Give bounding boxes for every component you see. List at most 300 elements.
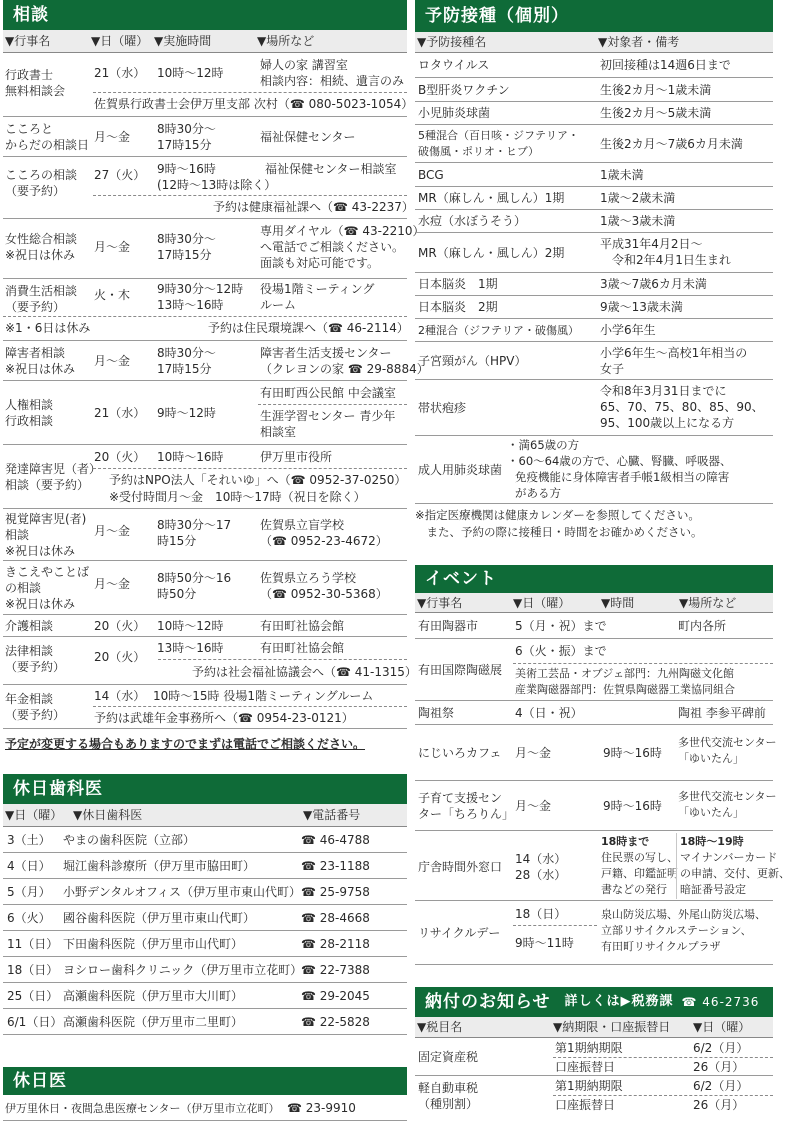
- event-place: 有田町社協会館: [260, 641, 345, 655]
- dental-rows-3-day: 6（火）: [7, 911, 51, 925]
- consultation-row: [3, 341, 429, 381]
- vaccination-rows-11-target-1: 女子: [600, 362, 625, 376]
- events-rows-3-place-1: 「ゆいたん」: [678, 752, 744, 765]
- events-rows-2-place: 陶祖 李参平碑前: [678, 706, 766, 720]
- dental-rows-7-phone: ☎ 22-5828: [301, 1014, 370, 1029]
- event-time: 9時～12時: [157, 406, 216, 420]
- consultation-rows-0-place-1: 相談内容：相続、遺言のみ: [260, 74, 405, 88]
- events-rows-2-name: 陶祖祭: [418, 706, 455, 720]
- events-rows-1-day: 6（火・振）まで: [515, 644, 607, 658]
- consultation-rows-3-place-2: 面談も対応可能です。: [260, 256, 380, 270]
- separator: [93, 92, 407, 93]
- vaccination-rows-5-target-0: 1歳～2歳未満: [600, 191, 676, 205]
- vaccine-row: [415, 296, 773, 319]
- vaccine-row: [415, 436, 773, 504]
- event-name: [5, 511, 86, 559]
- consultation-rows-9-place-1: （☎ 0952-30-5368）: [260, 587, 388, 601]
- vaccine-row: [415, 53, 773, 78]
- vaccination-rows-12-target-2: 95、100歳以上になる方: [600, 416, 735, 430]
- events-rows-6-day-1: 9時～11時: [515, 936, 574, 950]
- dental-rows-5-day: 18（日）: [7, 963, 59, 977]
- dental-row: [3, 957, 407, 983]
- separator: [513, 663, 773, 664]
- consultation-rows-8-time-0: 8時30分～17: [157, 518, 232, 532]
- events-rows-5-col1-1: 戸籍、印鑑証明: [601, 867, 678, 880]
- vaccine-target: [600, 236, 731, 268]
- event-contact: 予約は社会福祉協議会へ（☎ 41-1315）: [192, 665, 417, 679]
- vaccine-row: [415, 210, 773, 233]
- section-title-payment: [415, 987, 773, 1017]
- vaccine-target: [507, 437, 732, 501]
- dental-header: [3, 804, 407, 827]
- consultation-row: [3, 117, 407, 157]
- events-headers-2: ▼時間: [601, 596, 635, 610]
- vaccination-headers-1: ▼対象者・備考: [598, 35, 680, 49]
- left-column: [3, 0, 429, 1121]
- vaccination-rows-13-name-0: 成人用肺炎球菌: [418, 463, 503, 477]
- events-rows-6-place-0: 泉山防災広場、外尾山防災広場、: [601, 908, 766, 921]
- holiday-doctor-phone: ☎ 23-9910: [287, 1100, 356, 1115]
- vaccination-rows-2-name-0: 小児肺炎球菌: [418, 106, 491, 120]
- events-rows-6-name: リサイクルデー: [418, 926, 501, 940]
- events-headers-1: ▼日（曜）: [513, 596, 571, 610]
- event-place: [260, 345, 429, 377]
- event-name: [5, 564, 89, 612]
- event-place: 有田町西公民館 中会議室: [260, 386, 396, 400]
- payment-rows-0-items-0-label: 第1期納期限: [555, 1041, 623, 1055]
- vaccination-rows-6-target-0: 1歳～3歳未満: [600, 214, 676, 228]
- events-rows-1-place-1: 産業陶磁器部門：佐賀県陶磁器工業協同組合: [515, 683, 735, 696]
- vaccination-rows-2-target-0: 生後2カ月～5歳未満: [600, 106, 712, 120]
- events-headers-0: ▼行事名: [417, 596, 463, 610]
- events-rows-5-day-1: 28（水）: [515, 868, 567, 882]
- consultation-rows-4-time-0: 9時30分～12時: [157, 282, 244, 296]
- separator: [676, 833, 677, 899]
- vaccination-rows-6-name-0: 水痘（水ぼうそう）: [418, 214, 527, 228]
- vaccination-rows-13-target-1: ・60～64歳の方で、心臓、腎臓、呼吸器、: [507, 454, 732, 468]
- events-rows-0-name: 有田陶器市: [418, 619, 479, 633]
- vaccine-row: [415, 125, 773, 163]
- event-name: [5, 643, 65, 675]
- dental-rows-7-clinic: 高瀬歯科医院（伊万里市二里町）: [63, 1015, 244, 1029]
- vaccination-rows-9-name-0: 日本脳炎 2期: [418, 300, 498, 314]
- consultation-rows-8-time-1: 時15分: [157, 534, 197, 548]
- vaccination-note-1: また、予約の際に接種日・時間をお確かめください。: [415, 525, 703, 539]
- consultation-rows-5-place-1: （クレヨンの家 ☎ 29-8884）: [260, 362, 429, 376]
- dental-rows-2-day: 5（月）: [7, 885, 51, 899]
- consultation-rows-1-name-1: からだの相談日: [5, 138, 90, 152]
- event-time: [157, 570, 231, 602]
- event-day: 月～金: [94, 130, 131, 144]
- event-time: [157, 345, 216, 377]
- consultation-rows-8-name-2: ※祝日は休み: [5, 544, 76, 558]
- consultation-rows-0-name-0: 行政書士: [5, 68, 54, 82]
- dental-rows-1-phone: ☎ 23-1188: [301, 858, 370, 873]
- vaccine-row: [415, 342, 773, 380]
- events-rows-0-day: 5（月・祝）まで: [515, 619, 607, 633]
- payment-detail-dept: 税務課: [631, 994, 674, 1009]
- event-row: [415, 725, 777, 781]
- dental-row: [3, 879, 407, 905]
- events-rows-5-col1-2: 書などの発行: [601, 883, 667, 896]
- consultation-rows-3-place-0: 専用ダイヤル（☎ 43-2210）: [260, 224, 425, 238]
- consultation-row: [3, 509, 407, 561]
- vaccination-rows-1-name-0: B型肝炎ワクチン: [418, 83, 510, 97]
- event-day: 月～金: [94, 524, 131, 538]
- vaccine-target: [600, 345, 747, 377]
- dental-rows-0-phone: ☎ 46-4788: [301, 832, 370, 847]
- dental-row: [3, 983, 407, 1009]
- event-place: 福祉保健センター相談室: [265, 162, 397, 176]
- payment-name: [418, 1080, 478, 1112]
- consultation-row: [3, 615, 407, 637]
- consultation-rows-7-name-1: 相談（要予約）: [5, 478, 90, 492]
- dental-rows-0-day: 3（土）: [7, 833, 51, 847]
- separator: [513, 925, 597, 926]
- consultation-rows-5-time-0: 8時30分～: [157, 346, 216, 360]
- events-headers-3: ▼場所など: [679, 596, 737, 610]
- events-rows-3-time: 9時～16時: [603, 746, 662, 760]
- events-rows-5-col2-1: の申請、交付、更新、: [680, 867, 790, 880]
- event-place: [260, 57, 404, 89]
- consultation-rows-5-name-0: 障害者相談: [5, 346, 66, 360]
- vaccine-row: [415, 102, 773, 125]
- dental-row: [3, 931, 407, 957]
- events-rows-5-day-0: 14（水）: [515, 852, 567, 866]
- event-time: [157, 517, 231, 549]
- dental-rows-6-clinic: 高瀬歯科医院（伊万里市大川町）: [63, 989, 244, 1003]
- vaccination-rows-5-name-0: MR（麻しん・風しん）1期: [418, 191, 565, 205]
- event-day: 月～金: [94, 577, 131, 591]
- vaccination-rows-1-target-0: 生後2カ月～1歳未満: [600, 83, 712, 97]
- event-day: 27（火）: [94, 168, 146, 182]
- dental-rows-0-clinic: やまの歯科医院（立部）: [63, 833, 196, 847]
- event-time: 10時～12時: [157, 619, 224, 633]
- section-title-consultation: 相談: [3, 0, 407, 30]
- events-rows-1-place-0: 美術工芸品・オブジェ部門：九州陶磁文化館: [515, 667, 735, 680]
- payment-headers-2: ▼日（曜）: [693, 1020, 751, 1034]
- event-name: [5, 397, 53, 429]
- vaccination-rows-9-target-0: 9歳～13歳未満: [600, 300, 683, 314]
- dental-rows-4-clinic: 下田歯科医院（伊万里市山代町）: [63, 937, 244, 951]
- consultation-rows-4-name-0: 消費生活相談: [5, 284, 78, 298]
- vaccination-rows-8-name-0: 日本脳炎 1期: [418, 277, 498, 291]
- event-time: [157, 231, 216, 263]
- payment-title: 納付のお知らせ: [425, 992, 551, 1012]
- event-place: 有田町社協会館: [260, 619, 345, 633]
- dental-rows-6-day: 25（日）: [7, 989, 59, 1003]
- events-rows-3-day: 月～金: [515, 746, 552, 760]
- events-rows-3-name: にじいろカフェ: [418, 746, 502, 760]
- event-name: [5, 345, 75, 377]
- payment-headers-0: ▼税目名: [417, 1020, 463, 1034]
- payment-rows-1-items-1-label: 口座振替日: [555, 1098, 616, 1112]
- event-day: 月～金: [94, 354, 131, 368]
- events-rows-5-col2_head: 18時～19時: [680, 835, 744, 848]
- event-name: [5, 283, 77, 315]
- events-rows-0-place: 町内各所: [678, 619, 727, 633]
- events-rows-6-day-0: 18（日）: [515, 907, 567, 921]
- separator: [3, 316, 407, 317]
- consultation-row: [3, 685, 407, 729]
- event-time: 10時～15時 役場1階ミーティングルーム: [153, 689, 374, 703]
- events-rows-4-place-0: 多世代交流センター: [678, 790, 777, 803]
- event-note: ※受付時間月～金 10時～17時（祝日を除く）: [109, 490, 366, 504]
- event-day: [515, 851, 566, 883]
- consultation-header: [3, 30, 407, 53]
- event-time: [157, 121, 216, 153]
- consultation-rows-9-name-1: の相談: [5, 581, 42, 595]
- event-name: [418, 790, 514, 822]
- dental-row: [3, 827, 407, 853]
- event-day: 21（水）: [94, 406, 146, 420]
- event-row: [415, 901, 773, 965]
- events-rows-5-name: 庁舎時間外窓口: [418, 860, 503, 874]
- event-contact: 予約はNPO法人「それいゆ」へ（☎ 0952-37-0250）: [109, 473, 407, 487]
- consultation-rows-11-name-0: 法律相談: [5, 644, 54, 658]
- consultation-headers-1: ▼日（曜）: [91, 34, 149, 48]
- event-row: [415, 639, 773, 701]
- arrow-right-icon: ▶: [620, 994, 632, 1009]
- consultation-rows-8-name-1: 相談: [5, 528, 30, 542]
- payment-rows-1-items-0-date: 6/2（月）: [693, 1079, 749, 1093]
- consultation-rows-0-name-1: 無料相談会: [5, 84, 66, 98]
- separator: [158, 659, 407, 660]
- event-time: 10時～12時: [157, 66, 224, 80]
- event-place: [601, 907, 766, 955]
- event-place-2: [260, 408, 395, 440]
- consultation-rows-9-place-0: 佐賀県立ろう学校: [260, 571, 357, 585]
- vaccination-rows-13-target-3: がある方: [515, 486, 561, 500]
- events-header: [415, 593, 773, 613]
- vaccine-row: [415, 233, 773, 273]
- event-day: 14（水）: [94, 689, 146, 703]
- vaccination-rows-12-target-0: 令和8年3月31日までに: [600, 384, 727, 398]
- event-place: [678, 735, 777, 767]
- events-rows-2-day: 4（日・祝）: [515, 706, 583, 720]
- vaccination-rows-12-target-1: 65、70、75、80、85、90、: [600, 400, 764, 414]
- consultation-rows-0-place-0: 婦人の家 講習室: [260, 58, 348, 72]
- event-contact: 予約は住民環境課へ（☎ 46-2114）: [208, 321, 409, 335]
- events-rows-6-place-1: 立部リサイクルステーション、: [601, 924, 752, 937]
- payment-detail-label: 詳しくは: [564, 994, 621, 1009]
- vaccination-rows-3-name-0: 5種混合（百日咳・ジフテリア・: [418, 129, 579, 142]
- events-rows-4-time: 9時～16時: [603, 799, 662, 813]
- separator: [93, 706, 407, 707]
- consultation-rows-2-time-1: (12時～13時は除く）: [157, 178, 277, 192]
- consultation-rows-3-time-0: 8時30分～: [157, 232, 216, 246]
- event-day: 20（火）: [94, 619, 146, 633]
- consultation-rows-1-time-0: 8時30分～: [157, 122, 216, 136]
- separator: [553, 1095, 773, 1096]
- vaccination-rows-7-name-0: MR（麻しん・風しん）2期: [418, 246, 565, 260]
- dental-row: [3, 905, 407, 931]
- dental-row: [3, 853, 407, 879]
- event-place: [678, 789, 777, 821]
- event-place: 伊万里市役所: [260, 450, 333, 464]
- event-detail: [680, 834, 790, 898]
- consultation-rows-9-name-0: きこえやことば: [5, 565, 90, 579]
- consultation-rows-1-time-1: 17時15分: [157, 138, 212, 152]
- events-rows-4-name-0: 子育て支援セン: [418, 791, 503, 805]
- vaccine-row: [415, 187, 773, 210]
- payment-headers-1: ▼納期限・口座振替日: [553, 1020, 671, 1034]
- consultation-rows-8-place-0: 佐賀県立盲学校: [260, 518, 345, 532]
- event-time: 13時～16時: [157, 641, 224, 655]
- consultation-rows-12-name-1: （要予約）: [5, 708, 66, 722]
- vaccination-rows-3-target-0: 生後2カ月～7歳6カ月未満: [600, 137, 743, 151]
- payment-rows-0-items-1-label: 口座振替日: [555, 1060, 616, 1074]
- events-rows-1-name: 有田国際陶磁展: [418, 663, 503, 677]
- vaccination-rows-4-target-0: 1歳未満: [600, 168, 644, 182]
- vaccination-rows-4-name-0: BCG: [418, 168, 444, 182]
- event-name: [5, 231, 77, 263]
- vaccination-rows-13-target-2: 免疫機能に身体障害者手帳1級相当の障害: [515, 470, 730, 484]
- event-name: [5, 167, 77, 199]
- consultation-row: [3, 561, 407, 615]
- dental-rows-5-clinic: ヨシロー歯科クリニック（伊万里市立花町）: [63, 963, 303, 977]
- event-name: [5, 67, 65, 99]
- payment-rows-0-name: 固定資産税: [418, 1050, 479, 1064]
- dental-rows-3-clinic: 國谷歯科医院（伊万里市東山代町）: [63, 911, 256, 925]
- events-rows-4-place-1: 「ゆいたん」: [678, 806, 744, 819]
- consultation-rows-4-time-1: 13時～16時: [157, 298, 224, 312]
- consultation-rows-6-place-1: 生涯学習センター 青少年: [260, 409, 396, 423]
- consultation-row: [3, 381, 407, 445]
- vaccine-target: [600, 383, 764, 431]
- dental-rows-5-phone: ☎ 22-7388: [301, 962, 370, 977]
- event-contact: 佐賀県行政書士会伊万里支部 次村（☎ 080-5023-1054）: [94, 97, 414, 111]
- event-day: 20（火）: [94, 650, 146, 664]
- separator: [93, 468, 407, 469]
- vaccine-row: [415, 78, 773, 102]
- consultation-row: [3, 445, 407, 509]
- consultation-rows-6-name-1: 行政相談: [5, 414, 54, 428]
- section-title-events: イベント: [415, 565, 773, 593]
- event-day: 21（水）: [94, 66, 146, 80]
- consultation-rows-4-name-1: （要予約）: [5, 300, 66, 314]
- holiday-doctor-row: [3, 1095, 407, 1121]
- dental-rows-7-day: 6/1（日）: [7, 1015, 63, 1029]
- vaccine-row: [415, 273, 773, 296]
- event-contact: 予約は武雄年金事務所へ（☎ 0954-23-0121）: [94, 711, 354, 725]
- consultation-rows-5-place-0: 障害者生活支援センター: [260, 346, 392, 360]
- event-name: [5, 461, 101, 493]
- right-column: [415, 0, 790, 1116]
- payment-row: [415, 1076, 773, 1116]
- vaccination-rows-12-name-0: 帯状疱疹: [418, 401, 467, 415]
- consultation-rows-8-name-0: 視覚障害児(者): [5, 512, 87, 526]
- dental-rows-1-day: 4（日）: [7, 859, 51, 873]
- events-rows-6-place-2: 有田町リサイクルプラザ: [601, 940, 721, 953]
- event-time: [157, 161, 276, 193]
- event-place: 福祉保健センター: [260, 130, 356, 144]
- vaccine-row: [415, 319, 773, 342]
- dental-headers-0: ▼日（曜）: [5, 808, 63, 822]
- consultation-rows-2-name-0: こころの相談: [5, 168, 78, 182]
- section-title-vaccination: 予防接種（個別）: [415, 0, 773, 32]
- event-row: [415, 781, 777, 831]
- event-contact: 予約は健康福祉課へ（☎ 43-2237）: [213, 200, 414, 214]
- consultation-rows-7-name-0: 発達障害児（者）: [5, 462, 102, 476]
- consultation-headers-0: ▼行事名: [5, 34, 51, 48]
- event-detail: [601, 834, 678, 898]
- consultation-rows-3-time-1: 17時15分: [157, 248, 212, 262]
- payment-rows-1-items-0-label: 第1期納期限: [555, 1079, 623, 1093]
- separator: [93, 195, 407, 196]
- event-row: [415, 831, 790, 901]
- consultation-rows-9-name-2: ※祝日は休み: [5, 597, 76, 611]
- vaccination-rows-7-target-1: 令和2年4月1日生まれ: [600, 253, 731, 267]
- vaccination-header: [415, 32, 773, 53]
- consultation-rows-2-name-1: （要予約）: [5, 184, 66, 198]
- events-rows-4-day: 月～金: [515, 799, 552, 813]
- vaccination-headers-0: ▼予防接種名: [417, 35, 487, 49]
- consultation-rows-1-name-0: こころと: [5, 122, 54, 136]
- consultation-rows-5-time-1: 17時15分: [157, 362, 212, 376]
- separator: [258, 404, 407, 405]
- event-time: [157, 281, 243, 313]
- holiday-doctor-name: 伊万里休日・夜間急患医療センター（伊万里市立花町）: [5, 1101, 280, 1115]
- event-place: [260, 517, 388, 549]
- event-day: 月～金: [94, 240, 131, 254]
- dental-headers-1: ▼休日歯科医: [73, 808, 143, 822]
- dental-rows-2-clinic: 小野デンタルオフィス（伊万里市東山代町）: [63, 885, 301, 899]
- consultation-rows-8-place-1: （☎ 0952-23-4672）: [260, 534, 388, 548]
- consultation-rows-12-name-0: 年金相談: [5, 692, 54, 706]
- vaccine-name: [418, 128, 579, 160]
- payment-rows-1-name-1: （種別割）: [418, 1097, 479, 1111]
- vaccination-rows-10-name-0: 2種混合（ジフテリア・破傷風）: [418, 324, 579, 337]
- vaccine-row: [415, 380, 773, 436]
- consultation-rows-4-place-1: ルーム: [260, 298, 297, 312]
- events-rows-5-col2-2: 暗証番号設定: [680, 883, 746, 896]
- payment-header: [415, 1017, 773, 1038]
- consultation-rows-4-place-0: 役場1階ミーティング: [260, 282, 375, 296]
- events-rows-5-col2-0: マイナンバーカード: [680, 851, 778, 864]
- dental-row: [3, 1009, 407, 1035]
- event-place: [260, 570, 388, 602]
- vaccination-rows-13-target-0: ・満65歳の方: [507, 438, 580, 452]
- event-row: [415, 701, 773, 725]
- event-place: [515, 666, 735, 698]
- events-rows-5-col1_head: 18時まで: [601, 835, 650, 848]
- consultation-row: [3, 279, 407, 341]
- consultation-row: [3, 219, 425, 279]
- dental-rows-2-phone: ☎ 25-9758: [301, 884, 370, 899]
- consultation-headers-3: ▼場所など: [257, 34, 315, 48]
- event-note: ※1・6日は休み: [5, 321, 91, 335]
- consultation-row: [3, 637, 417, 685]
- vaccination-rows-11-name-0: 子宮頸がん（HPV）: [418, 354, 527, 368]
- event-name: [5, 121, 89, 153]
- vaccine-row: [415, 163, 773, 187]
- event-row: [415, 613, 773, 639]
- consultation-rows-3-place-1: へ電話でご相談ください。: [260, 240, 405, 254]
- consultation-rows-3-name-0: 女性総合相談: [5, 232, 78, 246]
- vaccination-rows-7-target-0: 平成31年4月2日～: [600, 237, 703, 251]
- dental-rows-1-clinic: 堀江歯科診療所（伊万里市脇田町）: [63, 859, 256, 873]
- events-rows-5-col1-0: 住民票の写し、: [601, 851, 678, 864]
- consultation-rows-2-time-0: 9時～16時: [157, 162, 216, 176]
- consultation-rows-9-time-1: 時50分: [157, 587, 197, 601]
- separator: [553, 1057, 773, 1058]
- dental-rows-3-phone: ☎ 28-4668: [301, 910, 370, 925]
- events-rows-4-name-1: ター「ちろりん」: [418, 807, 515, 821]
- payment-rows-1-items-1-date: 26（月）: [693, 1098, 745, 1112]
- section-title-holiday-doctor: 休日医: [3, 1067, 407, 1095]
- event-name: 介護相談: [5, 619, 54, 633]
